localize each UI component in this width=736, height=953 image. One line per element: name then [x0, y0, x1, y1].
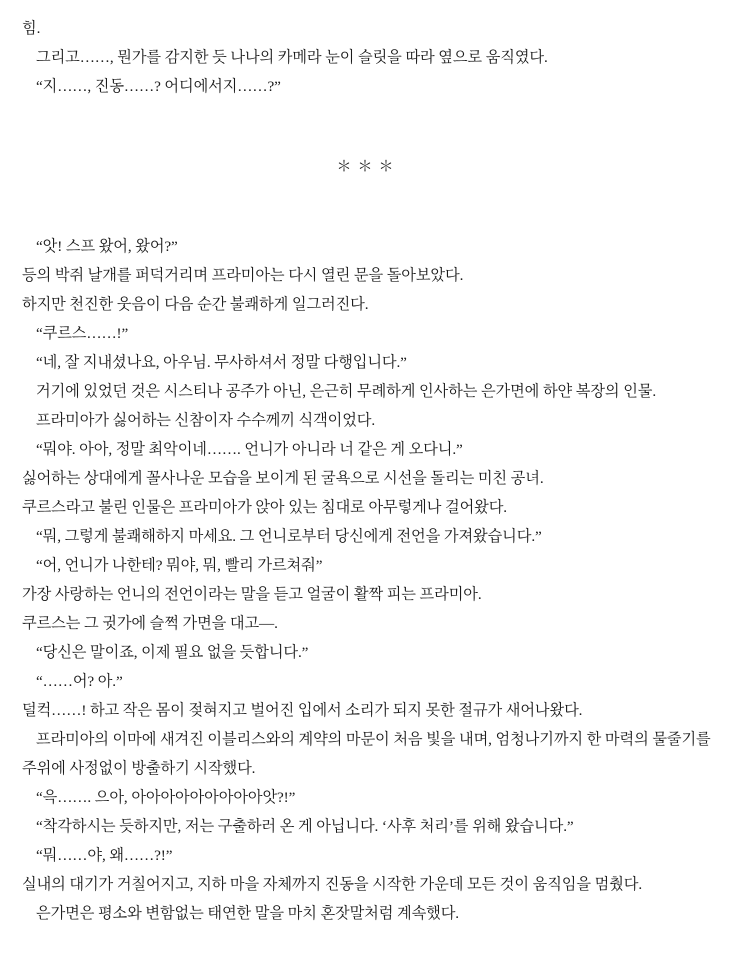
text-paragraph: 덜컥……! 하고 작은 몸이 젖혀지고 벌어진 입에서 소리가 되지 못한 절규가 새어나왔다.: [22, 702, 583, 719]
text-paragraph: “뭐……야, 왜……?!”: [36, 847, 173, 864]
text-paragraph: 그리고……, 뭔가를 감지한 듯 나나의 카메라 눈이 슬릿을 따라 옆으로 움직였다.: [36, 49, 548, 66]
vertical-spacer: [22, 101, 714, 153]
text-paragraph: “착각하시는 듯하지만, 저는 구출하러 온 게 아닙니다. ‘사후 처리’를 위해 왔습니다.”: [36, 818, 574, 835]
text-paragraph: “윽……. 으아, 아아아아아아아아아앗?!”: [36, 789, 296, 806]
text-paragraph: 가장 사랑하는 언니의 전언이라는 말을 듣고 얼굴이 활짝 피는 프라미아.: [22, 586, 482, 603]
text-paragraph: 쿠르스라고 불린 인물은 프라미아가 앉아 있는 침대로 아무렇게나 걸어왔다.: [22, 499, 507, 516]
vertical-spacer: [22, 182, 714, 232]
text-paragraph: “당신은 말이죠, 이제 필요 없을 듯합니다.”: [36, 644, 309, 661]
text-paragraph: 힘.: [22, 20, 41, 37]
text-paragraph: 싫어하는 상대에게 꼴사나운 모습을 보이게 된 굴욕으로 시선을 돌리는 미친 공녀.: [22, 470, 544, 487]
text-paragraph: “어, 언니가 나한테? 뭐야, 뭐, 빨리 가르쳐줘”: [36, 557, 323, 574]
text-paragraph: “뭐, 그렇게 불쾌해하지 마세요. 그 언니로부터 당신에게 전언을 가져왔습니다.”: [36, 528, 542, 545]
text-paragraph: “……어? 아.”: [36, 673, 123, 690]
text-paragraph: “앗! 스프 왔어, 왔어?”: [36, 238, 178, 255]
scene-break-divider: ＊＊＊: [336, 159, 400, 175]
text-paragraph: 쿠르스는 그 귓가에 슬쩍 가면을 대고—.: [22, 615, 278, 632]
text-paragraph: “쿠르스……!”: [36, 325, 129, 342]
text-paragraph: 은가면은 평소와 변함없는 태연한 말을 마치 혼잣말처럼 계속했다.: [36, 905, 459, 922]
text-paragraph: 등의 박쥐 날개를 퍼덕거리며 프라미아는 다시 열린 문을 돌아보았다.: [22, 267, 464, 284]
text-paragraph: 실내의 대기가 거칠어지고, 지하 마을 자체까지 진동을 시작한 가운데 모든 것이 움직임을 멈췄다.: [22, 876, 643, 893]
text-paragraph: 프라미아의 이마에 새겨진 이블리스와의 계약의 마문이 처음 빛을 내며, 엄청나기까지 한 마력의 물줄기를 주위에 사정없이 방출하기 시작했다.: [22, 731, 715, 777]
text-paragraph: 프라미아가 싫어하는 신참이자 수수께끼 식객이었다.: [36, 412, 376, 429]
text-paragraph: “지……, 진동……? 어디에서지……?”: [36, 78, 281, 95]
text-paragraph: 하지만 천진한 웃음이 다음 순간 불쾌하게 일그러진다.: [22, 296, 369, 313]
text-paragraph: “네, 잘 지내셨나요, 아우님. 무사하셔서 정말 다행입니다.”: [36, 354, 407, 371]
text-paragraph: 거기에 있었던 것은 시스티나 공주가 아닌, 은근히 무례하게 인사하는 은가면에 하얀 복장의 인물.: [36, 383, 657, 400]
text-paragraph: “뭐야. 아아, 정말 최악이네……. 언니가 아니라 너 같은 게 오다니.”: [36, 441, 463, 458]
